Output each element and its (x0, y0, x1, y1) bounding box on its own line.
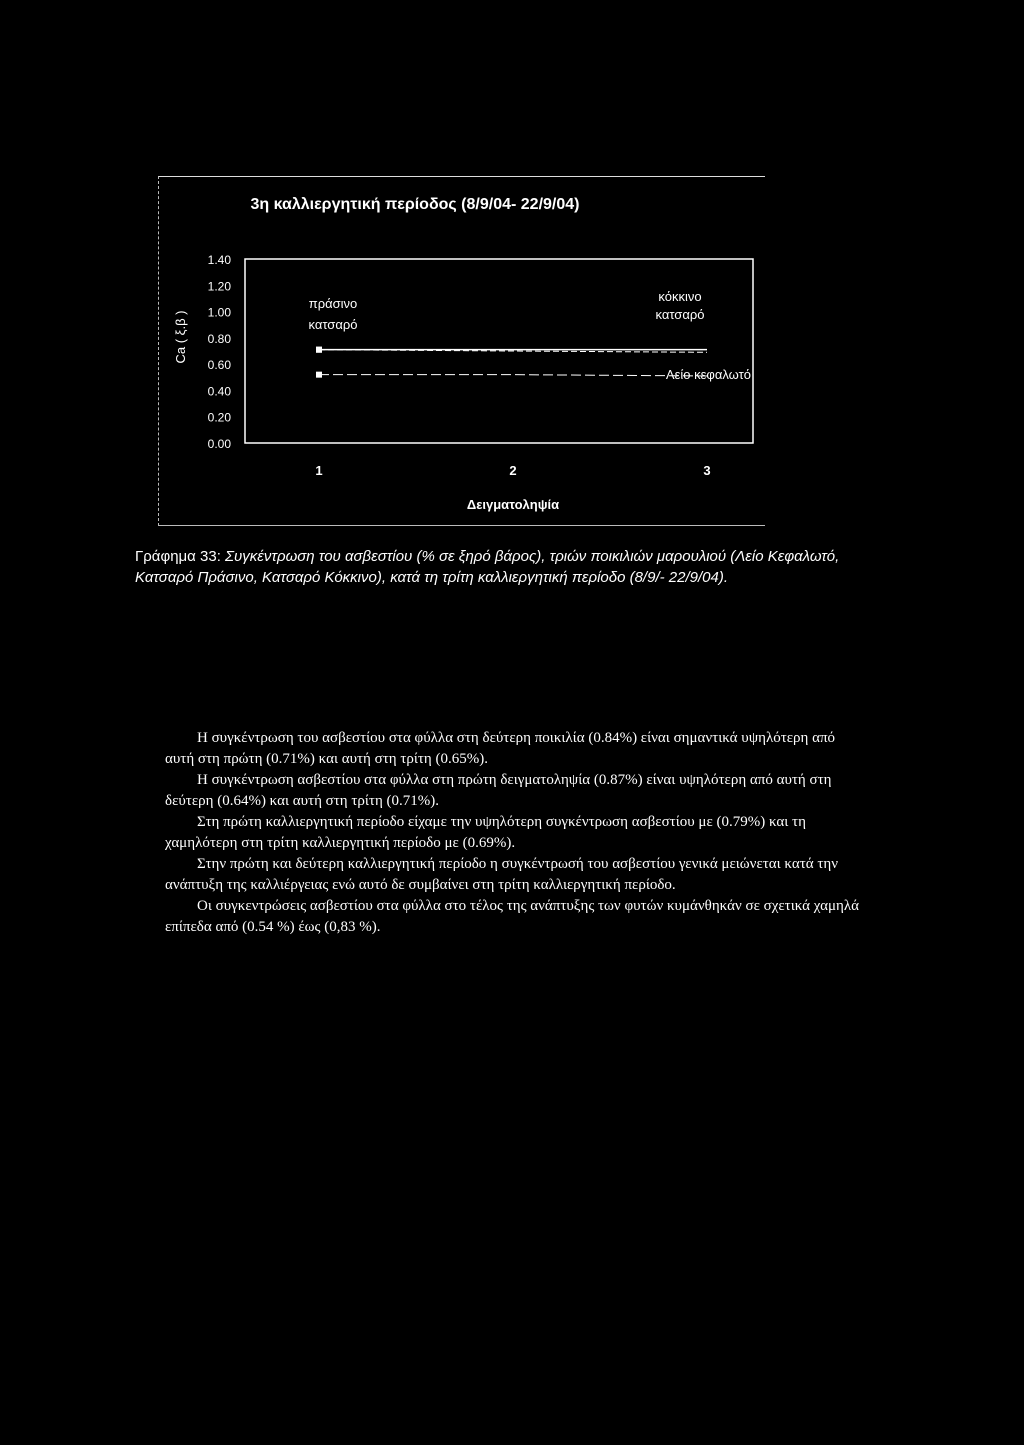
x-tick-label: 3 (703, 463, 711, 478)
y-tick-label: 1.40 (207, 253, 231, 267)
y-tick-label: 0.00 (207, 437, 231, 451)
label-praseino-line2: κατσαρό (308, 317, 358, 332)
label-leio: Λείο κεφαλωτό (665, 367, 751, 382)
figure-caption (135, 546, 875, 588)
y-tick-label: 0.60 (207, 358, 231, 373)
x-ticks (315, 463, 710, 478)
series-line-3 (319, 375, 707, 376)
y-axis-label: Ca ( ξ.β ) (173, 310, 188, 364)
caption-lead: Γράφημα 33: (135, 548, 226, 565)
series-lines (316, 347, 707, 378)
y-tick-label: 0.80 (207, 331, 231, 346)
label-kokkino-line1: κόκκινο (658, 289, 702, 304)
caption-text: Συγκέντρωση του ασβεστίου (% σε ξηρό βάρος), τριών ποικιλιών μαρουλιού (Λείο Κεφαλωτό, Κατσαρό Πράσινο, Κατσαρό Κόκκινο), κατά τη τρίτη καλλιεργητική περίοδο (8/9/- 22/9/04). (135, 548, 840, 586)
y-ticks (208, 253, 232, 451)
series-2-point (316, 347, 322, 353)
x-tick-label: 2 (509, 463, 517, 478)
y-tick-label: 1.20 (207, 279, 231, 294)
paragraph-1: Η συγκέντρωση του ασβεστίου στα φύλλα στη δεύτερη ποικιλία (0.84%) είναι σημαντικά υψηλότερη από αυτή στη πρώτη (0.71%) και αυτή στη τρίτη (0.65%). (165, 730, 836, 767)
x-tick-label: 1 (315, 463, 323, 478)
y-tick-label: 0.40 (207, 384, 231, 399)
label-kokkino-line2: κατσαρό (655, 307, 705, 322)
paragraph-5: Οι συγκεντρώσεις ασβεστίου στα φύλλα στο τέλος της ανάπτυξης των φυτών κυμάνθηκάν σε σχετικά χαμηλά επίπεδα από (0.54 %) έως (0,83 %). (165, 898, 859, 935)
chart (159, 177, 765, 525)
paragraph-2: Η συγκέντρωση ασβεστίου στα φύλλα στη πρώτη δειγματοληψία (0.87%) είναι υψηλότερη από αυτή στη δεύτερη (0.64%) και αυτή στη τρίτη (0.71%). (165, 772, 832, 809)
x-axis-label: Δειγματοληψία (466, 497, 560, 512)
chart-title: 3η καλλιεργητική περίοδος (8/9/04- 22/9/04) (250, 196, 580, 213)
y-tick-label: 0.20 (207, 410, 231, 425)
series-3-point (316, 372, 322, 378)
y-tick-label: 1.00 (207, 305, 231, 320)
body-text (165, 728, 865, 938)
paragraph-4: Στην πρώτη και δεύτερη καλλιεργητική περίοδο η συγκέντρωσή του ασβεστίου γενικά μειώνεται κατά την ανάπτυξη της καλλιέργειας ενώ αυτό δε συμβαίνει στη τρίτη καλλιεργητική περίοδο. (165, 856, 839, 893)
paragraph-3: Στη πρώτη καλλιεργητική περίοδο είχαμε την υψηλότερη συγκέντρωση ασβεστίου με (0.79%) και τη χαμηλότερη στη τρίτη καλλιεργητική περίοδο με (0.69%). (165, 814, 806, 851)
label-praseino-line1: πράσινο (308, 296, 358, 311)
chart-frame (158, 176, 765, 526)
